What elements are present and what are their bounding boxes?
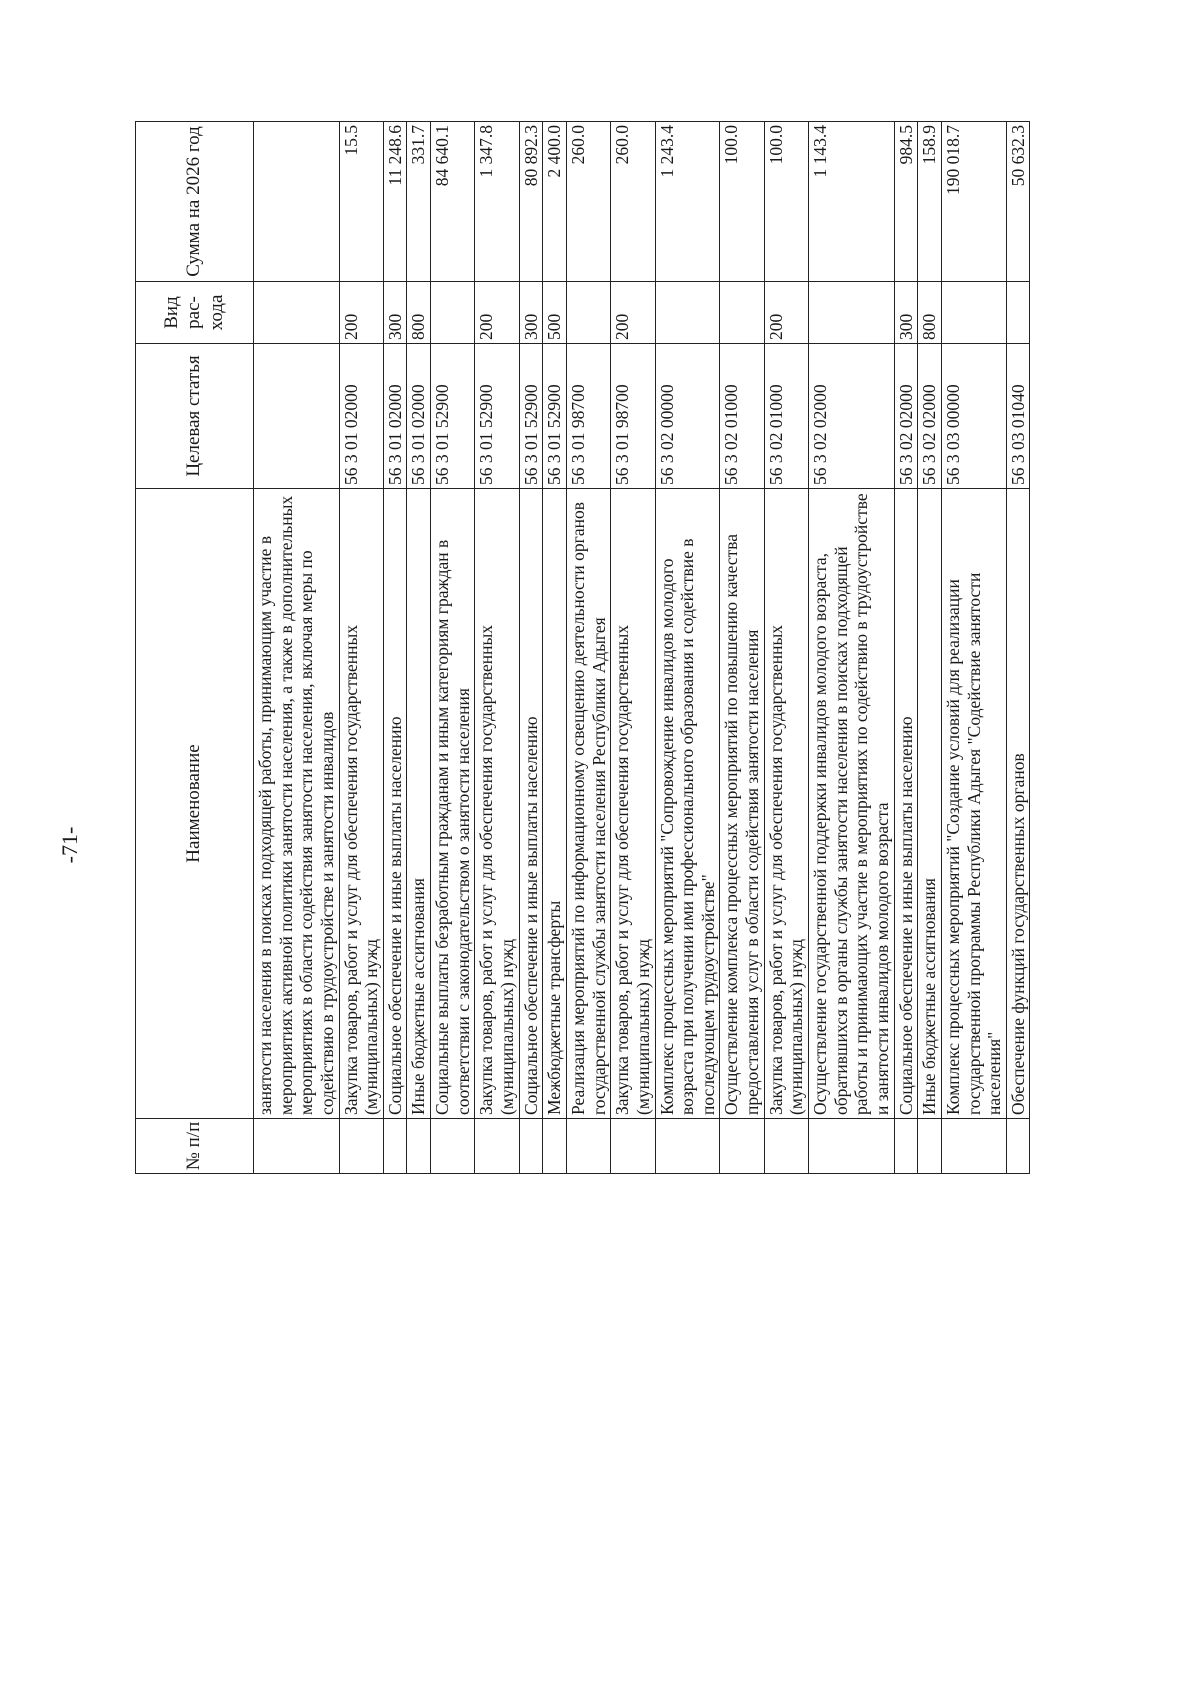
cell-num	[566, 1119, 610, 1174]
header-name: Наименование	[136, 489, 254, 1119]
header-num: № п/п	[136, 1119, 254, 1174]
cell-code: 56 3 01 02000	[407, 344, 431, 489]
cell-name: Иные бюджетные ассигнования	[918, 489, 942, 1119]
table-row	[566, 122, 610, 1174]
cell-vid: 200	[764, 282, 808, 344]
cell-sum: 100.0	[720, 122, 764, 282]
cell-sum: 50 632.3	[1006, 122, 1030, 282]
cell-name: Закупка товаров, работ и услуг для обеспечения государственных (муниципальных) нужд	[339, 489, 383, 1119]
cell-name: Социальное обеспечение и иные выплаты населению	[383, 489, 407, 1119]
cell-vid	[1006, 282, 1030, 344]
table-row	[543, 122, 567, 1174]
cell-sum: 984.5	[894, 122, 918, 282]
cell-num	[918, 1119, 942, 1174]
cell-num	[254, 1119, 340, 1174]
cell-code: 56 3 02 01000	[764, 344, 808, 489]
cell-vid: 200	[611, 282, 655, 344]
table-row	[894, 122, 918, 1174]
cell-code	[254, 344, 340, 489]
cell-name: занятости населения в поисках подходящей работы, принимающим участие в мероприятиях активной политики занятости населения, а также в дополнительных мероприятиях в области содействия занятости населения, включая меры по содействию в трудоустройстве и занятости инвалидов	[254, 489, 340, 1119]
cell-sum: 2 400.0	[543, 122, 567, 282]
cell-vid	[809, 282, 895, 344]
cell-vid: 200	[339, 282, 383, 344]
cell-name: Обеспечение функций государственных органов	[1006, 489, 1030, 1119]
header-vid: Вид рас-хода	[136, 282, 254, 344]
table-row	[339, 122, 383, 1174]
table-row	[655, 122, 720, 1174]
cell-code: 56 3 03 01040	[1006, 344, 1030, 489]
cell-sum: 84 640.1	[431, 122, 475, 282]
cell-name: Иные бюджетные ассигнования	[407, 489, 431, 1119]
cell-name: Социальное обеспечение и иные выплаты населению	[519, 489, 543, 1119]
cell-code: 56 3 01 52900	[431, 344, 475, 489]
cell-code: 56 3 01 52900	[519, 344, 543, 489]
table-row	[475, 122, 519, 1174]
cell-sum	[254, 122, 340, 282]
cell-vid	[254, 282, 340, 344]
cell-code: 56 3 01 02000	[383, 344, 407, 489]
cell-num	[655, 1119, 720, 1174]
cell-num	[1006, 1119, 1030, 1174]
cell-num	[339, 1119, 383, 1174]
budget-table	[135, 121, 1030, 1174]
table-row	[254, 122, 340, 1174]
cell-code: 56 3 02 01000	[720, 344, 764, 489]
cell-vid	[655, 282, 720, 344]
cell-name: Социальные выплаты безработным гражданам и иным категориям граждан в соответствии с законодательством о занятости населения	[431, 489, 475, 1119]
table-row	[383, 122, 407, 1174]
cell-name: Осуществление комплекса процессных мероприятий по повышению качества предоставления услуг в области содействия занятости населения	[720, 489, 764, 1119]
cell-sum: 1 347.8	[475, 122, 519, 282]
table-row	[431, 122, 475, 1174]
cell-sum: 15.5	[339, 122, 383, 282]
cell-name: Реализация мероприятий по информационному освещению деятельности органов государственной службы занятости населения Республики Адыгея	[566, 489, 610, 1119]
cell-vid	[431, 282, 475, 344]
cell-sum: 158.9	[918, 122, 942, 282]
table-row	[611, 122, 655, 1174]
cell-vid: 800	[918, 282, 942, 344]
cell-num	[519, 1119, 543, 1174]
cell-code: 56 3 02 02000	[918, 344, 942, 489]
cell-num	[941, 1119, 1006, 1174]
cell-sum: 190 018.7	[941, 122, 1006, 282]
cell-sum: 260.0	[566, 122, 610, 282]
header-code: Целевая статья	[136, 344, 254, 489]
cell-name: Закупка товаров, работ и услуг для обеспечения государственных (муниципальных) нужд	[611, 489, 655, 1119]
cell-sum: 260.0	[611, 122, 655, 282]
table-row	[809, 122, 895, 1174]
cell-vid: 500	[543, 282, 567, 344]
cell-name: Закупка товаров, работ и услуг для обеспечения государственных (муниципальных) нужд	[764, 489, 808, 1119]
cell-sum: 1 243.4	[655, 122, 720, 282]
cell-code: 56 3 01 52900	[475, 344, 519, 489]
cell-code: 56 3 02 02000	[894, 344, 918, 489]
cell-vid: 300	[383, 282, 407, 344]
cell-num	[383, 1119, 407, 1174]
table-row	[720, 122, 764, 1174]
cell-code: 56 3 02 02000	[809, 344, 895, 489]
table-row	[764, 122, 808, 1174]
cell-num	[809, 1119, 895, 1174]
cell-name: Комплекс процессных мероприятий "Создание условий для реализации государственной программы Республики Адыгея "Содействие занятости населения"	[941, 489, 1006, 1119]
cell-name: Комплекс процессных мероприятий "Сопровождение инвалидов молодого возраста при получении ими профессионального образования и содействие в последующем трудоустройстве"	[655, 489, 720, 1119]
table-row	[519, 122, 543, 1174]
cell-sum: 100.0	[764, 122, 808, 282]
cell-num	[475, 1119, 519, 1174]
cell-code: 56 3 03 00000	[941, 344, 1006, 489]
cell-code: 56 3 01 98700	[611, 344, 655, 489]
cell-vid: 200	[475, 282, 519, 344]
cell-name: Осуществление государственной поддержки инвалидов молодого возраста, обратившихся в органы службы занятости населения в поисках подходящей работы и принимающих участие в мероприятиях по содействию в трудоустройстве и занятости инвалидов молодого возраста	[809, 489, 895, 1119]
budget-table-sheet	[135, 122, 1091, 1174]
page-number: -71-	[57, 826, 82, 864]
cell-sum: 11 248.6	[383, 122, 407, 282]
cell-vid: 800	[407, 282, 431, 344]
cell-num	[543, 1119, 567, 1174]
cell-code: 56 3 01 52900	[543, 344, 567, 489]
cell-num	[611, 1119, 655, 1174]
cell-name: Социальное обеспечение и иные выплаты населению	[894, 489, 918, 1119]
cell-num	[894, 1119, 918, 1174]
cell-code: 56 3 02 00000	[655, 344, 720, 489]
table-row	[1006, 122, 1030, 1174]
table-row	[918, 122, 942, 1174]
cell-sum: 331.7	[407, 122, 431, 282]
cell-vid	[941, 282, 1006, 344]
cell-code: 56 3 01 98700	[566, 344, 610, 489]
cell-num	[720, 1119, 764, 1174]
header-sum: Сумма на 2026 год	[136, 122, 254, 282]
cell-sum: 80 892.3	[519, 122, 543, 282]
cell-name: Межбюджетные трансферты	[543, 489, 567, 1119]
cell-name: Закупка товаров, работ и услуг для обеспечения государственных (муниципальных) нужд	[475, 489, 519, 1119]
table-header-row	[136, 122, 254, 1174]
cell-num	[407, 1119, 431, 1174]
cell-sum: 1 143.4	[809, 122, 895, 282]
cell-vid: 300	[894, 282, 918, 344]
cell-code: 56 3 01 02000	[339, 344, 383, 489]
cell-vid	[720, 282, 764, 344]
cell-vid	[566, 282, 610, 344]
cell-num	[431, 1119, 475, 1174]
cell-num	[764, 1119, 808, 1174]
table-row	[407, 122, 431, 1174]
cell-vid: 300	[519, 282, 543, 344]
table-row	[941, 122, 1006, 1174]
